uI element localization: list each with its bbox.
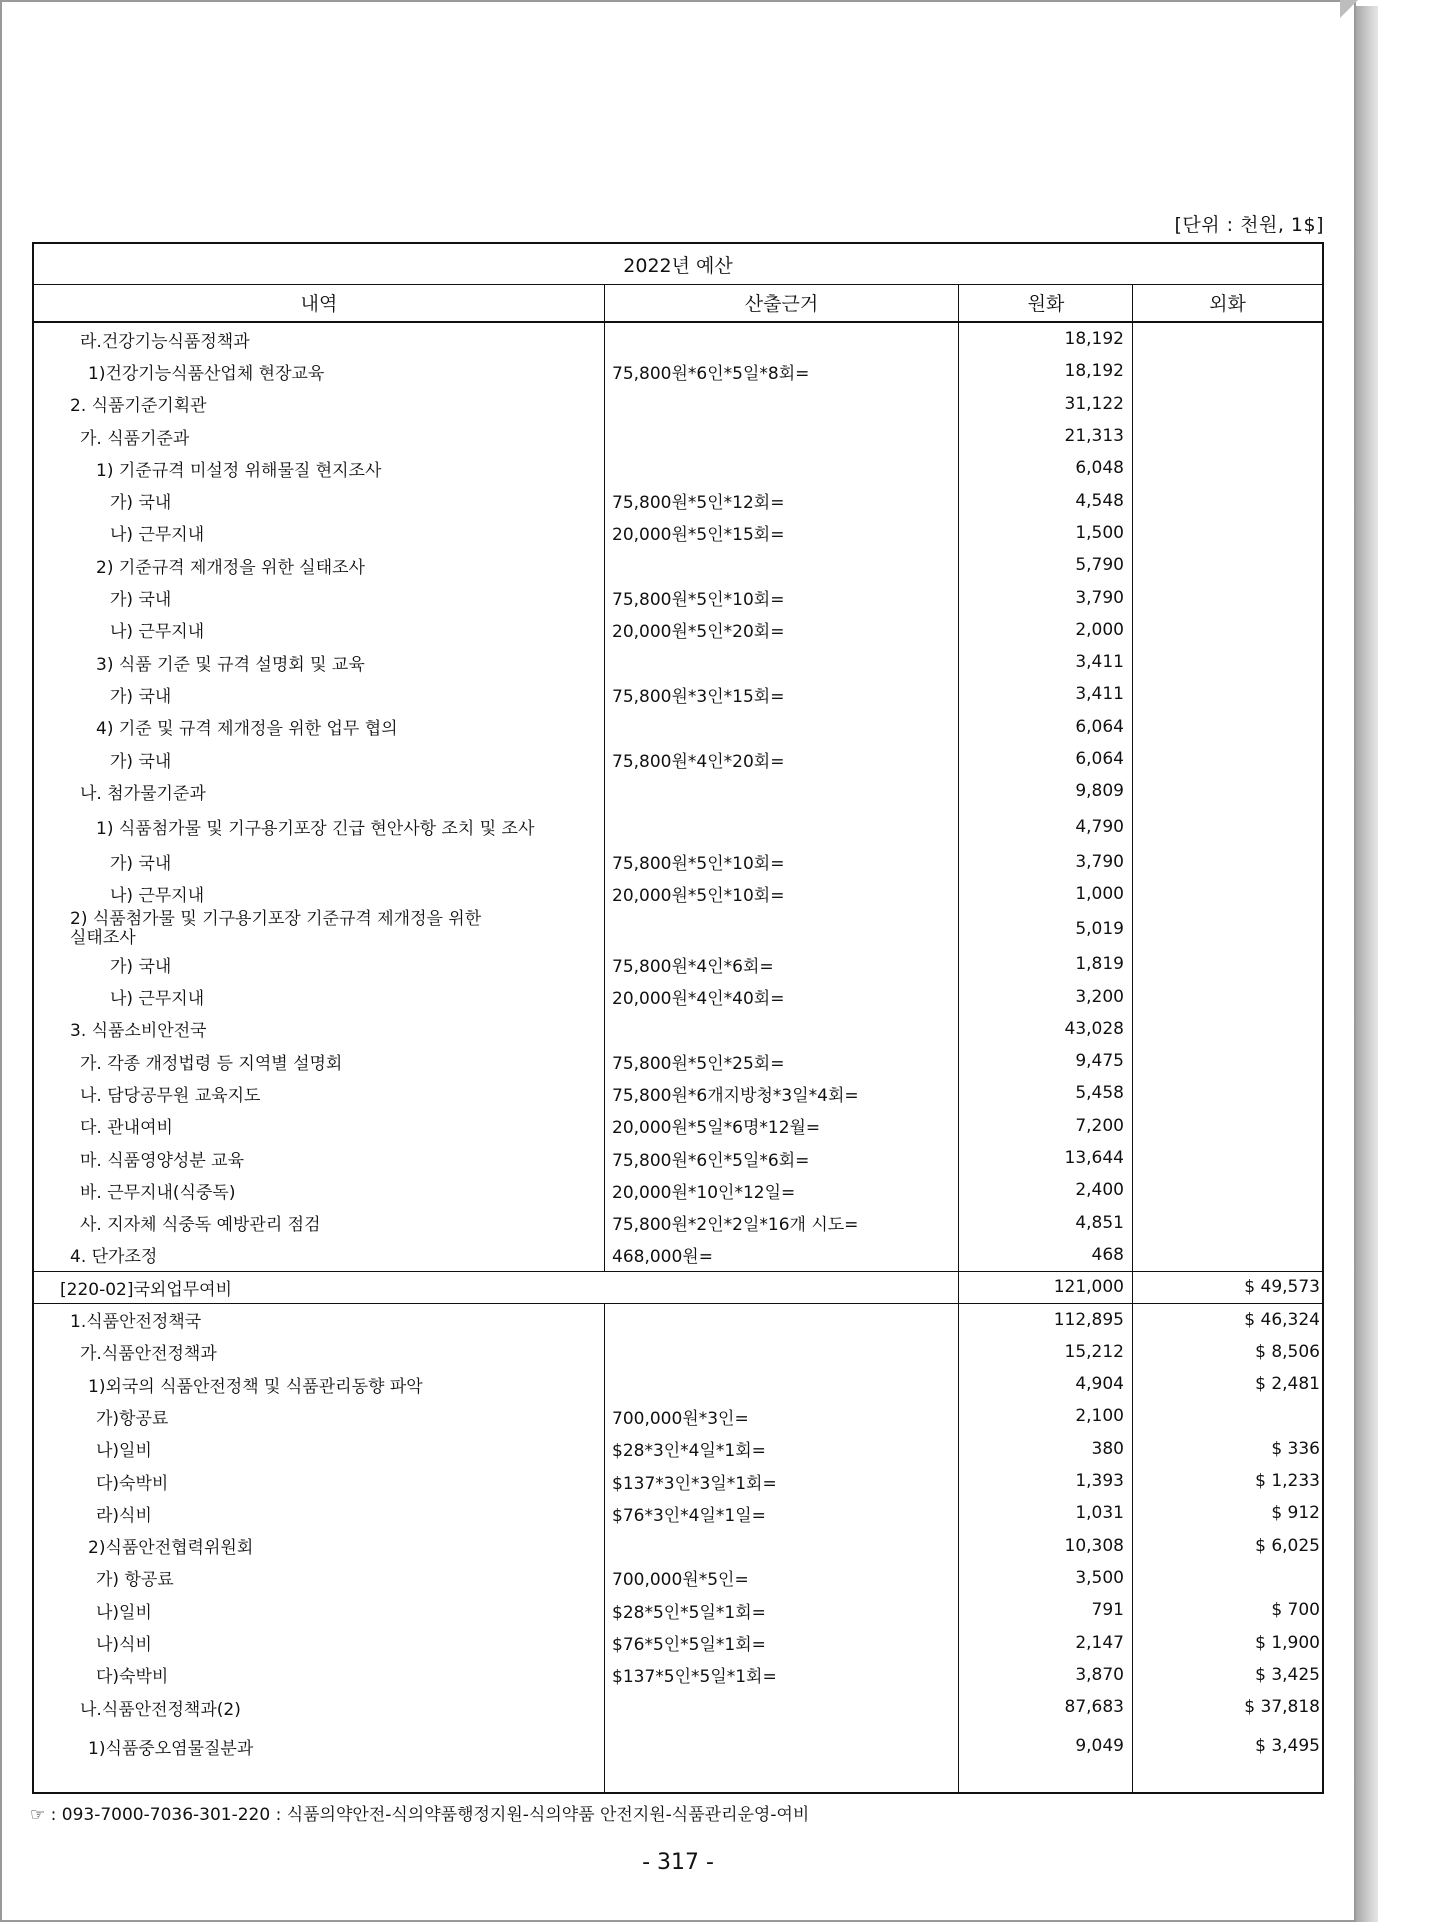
row-basis: 468,000원= [612,1247,713,1268]
section-divider [34,1271,1322,1272]
row-usd: $ 912 [1271,1503,1320,1524]
row-basis: $28*5인*5일*1회= [612,1602,766,1623]
row-usd: $ 49,573 [1244,1277,1320,1298]
table-row [34,1562,1322,1594]
row-usd [1132,388,1320,420]
row-krw: 1,000 [1075,883,1124,904]
row-basis: 75,800원*3인*15회= [612,686,785,707]
row-basis: 75,800원*2인*2일*16개 시도= [612,1215,859,1236]
row-krw: 4,548 [1075,490,1124,511]
table-row [34,549,1322,581]
row-item: 나)식비 [96,1635,152,1656]
row-usd [1132,549,1320,581]
table-row [34,980,1322,1012]
table-row [34,846,1322,878]
row-item: 가) 국내 [110,956,172,977]
row-item: 가)항공료 [96,1408,169,1429]
row-usd [1132,1400,1320,1432]
row-krw: 5,019 [1075,919,1124,940]
row-krw: 1,500 [1075,522,1124,543]
table-row [34,452,1322,484]
row-krw: 4,790 [1075,816,1124,837]
row-basis [612,1303,952,1335]
row-krw: 9,809 [1075,781,1124,802]
row-basis: $76*3인*4일*1일= [612,1505,766,1526]
row-item: 나)일비 [96,1441,152,1462]
table-header-row [34,284,1322,323]
row-item: 2) 기준규격 제개정을 위한 실태조사 [96,557,365,578]
row-usd [1132,1045,1320,1077]
table-row [34,1207,1322,1239]
row-item: 나. 담당공무원 교육지도 [80,1085,261,1106]
table-row [34,1691,1322,1723]
row-basis: 20,000원*4인*40회= [612,989,785,1010]
row-item: 사. 지자체 식중독 예방관리 점검 [80,1215,321,1236]
table-row [34,388,1322,420]
row-basis [612,1691,952,1723]
table-row [34,711,1322,743]
table-row [34,1110,1322,1142]
row-basis [612,420,952,452]
row-item: 바. 근무지내(식중독) [80,1182,236,1203]
row-usd [1132,808,1320,846]
table-row [34,1497,1322,1529]
row-krw: 4,851 [1075,1212,1124,1233]
row-krw: 1,819 [1075,954,1124,975]
table-row [34,1239,1322,1271]
table-row [34,775,1322,807]
table-row [34,1142,1322,1174]
table-row [34,878,1322,910]
row-krw: 3,411 [1075,652,1124,673]
table-caption: 2022년 예산 [34,244,1322,285]
row-usd [1132,452,1320,484]
row-krw: 121,000 [1053,1277,1124,1298]
row-item: 나) 근무지내 [110,525,205,546]
row-basis [612,1530,952,1562]
row-krw: 3,790 [1075,851,1124,872]
row-basis: 20,000원*10인*12일= [612,1182,796,1203]
row-krw: 5,458 [1075,1083,1124,1104]
row-basis: 700,000원*5인= [612,1570,749,1591]
row-usd [1132,948,1320,980]
row-basis [612,1336,952,1368]
row-usd [1132,980,1320,1012]
table-row [34,808,1322,846]
row-usd [1132,711,1320,743]
row-usd: $ 1,233 [1255,1471,1320,1492]
row-krw: 31,122 [1064,393,1124,414]
table-row [34,1433,1322,1465]
row-krw: 15,212 [1064,1341,1124,1362]
row-usd [1132,323,1320,355]
row-krw: 3,200 [1075,986,1124,1007]
column-divider [604,284,605,1271]
row-basis [612,388,952,420]
table-row [34,1174,1322,1206]
table-row [34,910,1322,948]
row-basis: 75,800원*6개지방청*3일*4회= [612,1085,859,1106]
row-basis: 75,800원*4인*6회= [612,956,774,977]
row-item: 3) 식품 기준 및 규격 설명회 및 교육 [96,654,365,675]
row-basis: 75,800원*5인*10회= [612,590,785,611]
row-usd [1132,1013,1320,1045]
row-basis: 75,800원*5인*25회= [612,1053,785,1074]
row-item: 가) 국내 [110,686,172,707]
row-basis: 75,800원*5인*12회= [612,493,785,514]
row-usd: $ 37,818 [1244,1697,1320,1718]
table-row [34,1271,1322,1303]
row-basis: 20,000원*5인*20회= [612,622,785,643]
row-item: 라.건강기능식품정책과 [80,331,250,352]
row-item: 가. 각종 개정법령 등 지역별 설명회 [80,1053,343,1074]
row-usd: $ 336 [1271,1438,1320,1459]
row-basis: 20,000원*5인*10회= [612,886,785,907]
budget-table [32,242,1324,1794]
row-item: 1)외국의 식품안전정책 및 식품관리동향 파악 [88,1376,423,1397]
row-basis [612,775,952,807]
row-krw: 4,904 [1075,1374,1124,1395]
row-item: 4. 단가조정 [70,1247,158,1268]
table-row [34,1626,1322,1658]
row-item: 3. 식품소비안전국 [70,1021,207,1042]
table-row [34,743,1322,775]
row-item: 라)식비 [96,1505,152,1526]
row-krw: 3,500 [1075,1567,1124,1588]
column-divider [1132,284,1133,1792]
row-usd [1132,1239,1320,1271]
row-krw: 3,790 [1075,587,1124,608]
row-basis: 700,000원*3인= [612,1408,749,1429]
row-basis: 20,000원*5일*6명*12월= [612,1118,821,1139]
row-item: 나) 근무지내 [110,886,205,907]
table-row [34,1045,1322,1077]
row-krw: 6,064 [1075,716,1124,737]
row-krw: 2,147 [1075,1632,1124,1653]
table-row [34,323,1322,355]
table-row [34,1013,1322,1045]
row-krw: 18,192 [1064,329,1124,350]
row-item: 다)숙박비 [96,1667,169,1688]
table-row [34,948,1322,980]
header-item: 내역 [300,293,338,315]
table-row [34,420,1322,452]
table-row [34,581,1322,613]
row-krw: 18,192 [1064,361,1124,382]
row-krw: 43,028 [1064,1018,1124,1039]
table-row [34,614,1322,646]
row-usd: $ 46,324 [1244,1309,1320,1330]
column-divider [604,1303,605,1792]
page-number: - 317 - [642,1850,714,1875]
row-usd: $ 3,425 [1255,1664,1320,1685]
row-basis [612,323,952,355]
row-item: [220-02]국외업무여비 [60,1279,233,1300]
row-item: 나)일비 [96,1602,152,1623]
header-basis: 산출근거 [744,293,819,315]
row-item: 2)식품안전협력위원회 [88,1538,254,1559]
row-usd [1132,743,1320,775]
row-item: 마. 식품영양성분 교육 [80,1150,245,1171]
row-usd [1132,581,1320,613]
row-item: 2. 식품기준기획관 [70,396,207,417]
row-krw: 1,393 [1075,1471,1124,1492]
table-row [34,355,1322,387]
row-usd [1132,646,1320,678]
row-krw: 2,100 [1075,1406,1124,1427]
row-usd: $ 700 [1271,1600,1320,1621]
table-row [34,1368,1322,1400]
table-row [34,1077,1322,1109]
table-row [34,1303,1322,1335]
row-usd: $ 2,481 [1255,1374,1320,1395]
page-corner [1340,0,1358,18]
table-row [34,646,1322,678]
row-basis [612,1013,952,1045]
row-krw: 1,031 [1075,1503,1124,1524]
row-krw: 380 [1091,1438,1124,1459]
row-basis [612,452,952,484]
row-usd [1132,1142,1320,1174]
row-usd [1132,420,1320,452]
row-krw: 2,000 [1075,619,1124,640]
row-krw: 9,475 [1075,1051,1124,1072]
row-usd: $ 8,506 [1255,1341,1320,1362]
section-divider [34,1303,1322,1304]
row-usd [1132,1110,1320,1142]
row-item: 나) 근무지내 [110,622,205,643]
row-item: 1) 기준규격 미설정 위해물질 현지조사 [96,460,382,481]
table-row [34,517,1322,549]
row-krw: 791 [1091,1600,1124,1621]
row-usd [1132,910,1320,948]
row-usd [1132,485,1320,517]
row-basis [612,711,952,743]
header-krw: 원화 [1027,293,1065,315]
row-basis [612,646,952,678]
table-row [34,678,1322,710]
row-krw: 468 [1091,1244,1124,1265]
row-basis: $28*3인*4일*1회= [612,1441,766,1462]
row-item: 1.식품안전정책국 [70,1312,202,1333]
table-row [34,1659,1322,1691]
row-krw: 9,049 [1075,1736,1124,1757]
row-usd [1132,614,1320,646]
row-basis: 75,800원*5인*10회= [612,854,785,875]
row-usd [1132,1077,1320,1109]
row-basis: $76*5인*5일*1회= [612,1635,766,1656]
row-basis [612,910,952,948]
row-item: 나) 근무지내 [110,989,205,1010]
row-item: 가) 국내 [110,590,172,611]
row-krw: 6,064 [1075,749,1124,770]
page-edge-shadow [1356,6,1378,1922]
row-usd [1132,878,1320,910]
table-row [34,485,1322,517]
row-item: 4) 기준 및 규격 제개정을 위한 업무 협의 [96,719,398,740]
row-item: 나. 첨가물기준과 [80,783,206,804]
row-basis [612,1271,952,1303]
row-item: 1)식품중오염물질분과 [88,1738,254,1759]
row-krw: 7,200 [1075,1115,1124,1136]
row-item: 가) 국내 [110,854,172,875]
row-basis [612,1368,952,1400]
row-basis: 75,800원*6인*5일*6회= [612,1150,810,1171]
row-basis: $137*5인*5일*1회= [612,1667,777,1688]
row-item: 2) 식품첨가물 및 기구용기포장 기준규격 제개정을 위한 실태조사 [70,909,482,949]
row-item: 나.식품안전정책과(2) [80,1699,241,1720]
row-usd: $ 3,495 [1255,1736,1320,1757]
row-basis: 20,000원*5인*15회= [612,525,785,546]
row-basis: $137*3인*3일*1회= [612,1473,777,1494]
row-usd: $ 1,900 [1255,1632,1320,1653]
row-item: 다. 관내여비 [80,1118,173,1139]
row-item: 다)숙박비 [96,1473,169,1494]
row-usd [1132,355,1320,387]
row-item: 가) 항공료 [96,1570,174,1591]
row-krw: 112,895 [1053,1309,1124,1330]
row-krw: 87,683 [1064,1697,1124,1718]
row-item: 1) 식품첨가물 및 기구용기포장 긴급 현안사항 조치 및 조사 [96,819,535,839]
row-item: 가) 국내 [110,493,172,514]
row-krw: 3,411 [1075,684,1124,705]
row-basis [612,1723,952,1769]
row-krw: 10,308 [1064,1535,1124,1556]
row-basis: 75,800원*6인*5일*8회= [612,363,810,384]
row-krw: 2,400 [1075,1180,1124,1201]
row-usd [1132,1207,1320,1239]
table-row [34,1530,1322,1562]
table-row [34,1723,1322,1769]
row-krw: 5,790 [1075,555,1124,576]
row-basis: 75,800원*4인*20회= [612,751,785,772]
row-usd [1132,517,1320,549]
table-row [34,1465,1322,1497]
row-item: 1)건강기능식품산업체 현장교육 [88,363,325,384]
unit-note: [단위 : 천원, 1$] [1174,214,1324,236]
column-divider [958,284,959,1792]
row-usd [1132,1174,1320,1206]
row-item: 가) 국내 [110,751,172,772]
table-row [34,1400,1322,1432]
row-krw: 21,313 [1064,426,1124,447]
row-item: 가. 식품기준과 [80,428,190,449]
row-usd [1132,1562,1320,1594]
row-item: 가.식품안전정책과 [80,1344,217,1365]
row-usd [1132,678,1320,710]
row-usd [1132,775,1320,807]
row-krw: 3,870 [1075,1664,1124,1685]
table-row [34,1594,1322,1626]
row-krw: 13,644 [1064,1148,1124,1169]
row-basis [612,549,952,581]
header-usd: 외화 [1209,293,1246,315]
row-usd [1132,846,1320,878]
table-row [34,1336,1322,1368]
row-usd: $ 6,025 [1255,1535,1320,1556]
footnote: ☞ : 093-7000-7036-301-220 : 식품의약안전-식의약품행정지원-식의약품 안전지원-식품관리운영-여비 [30,1805,810,1825]
row-basis [612,808,952,846]
row-krw: 6,048 [1075,458,1124,479]
